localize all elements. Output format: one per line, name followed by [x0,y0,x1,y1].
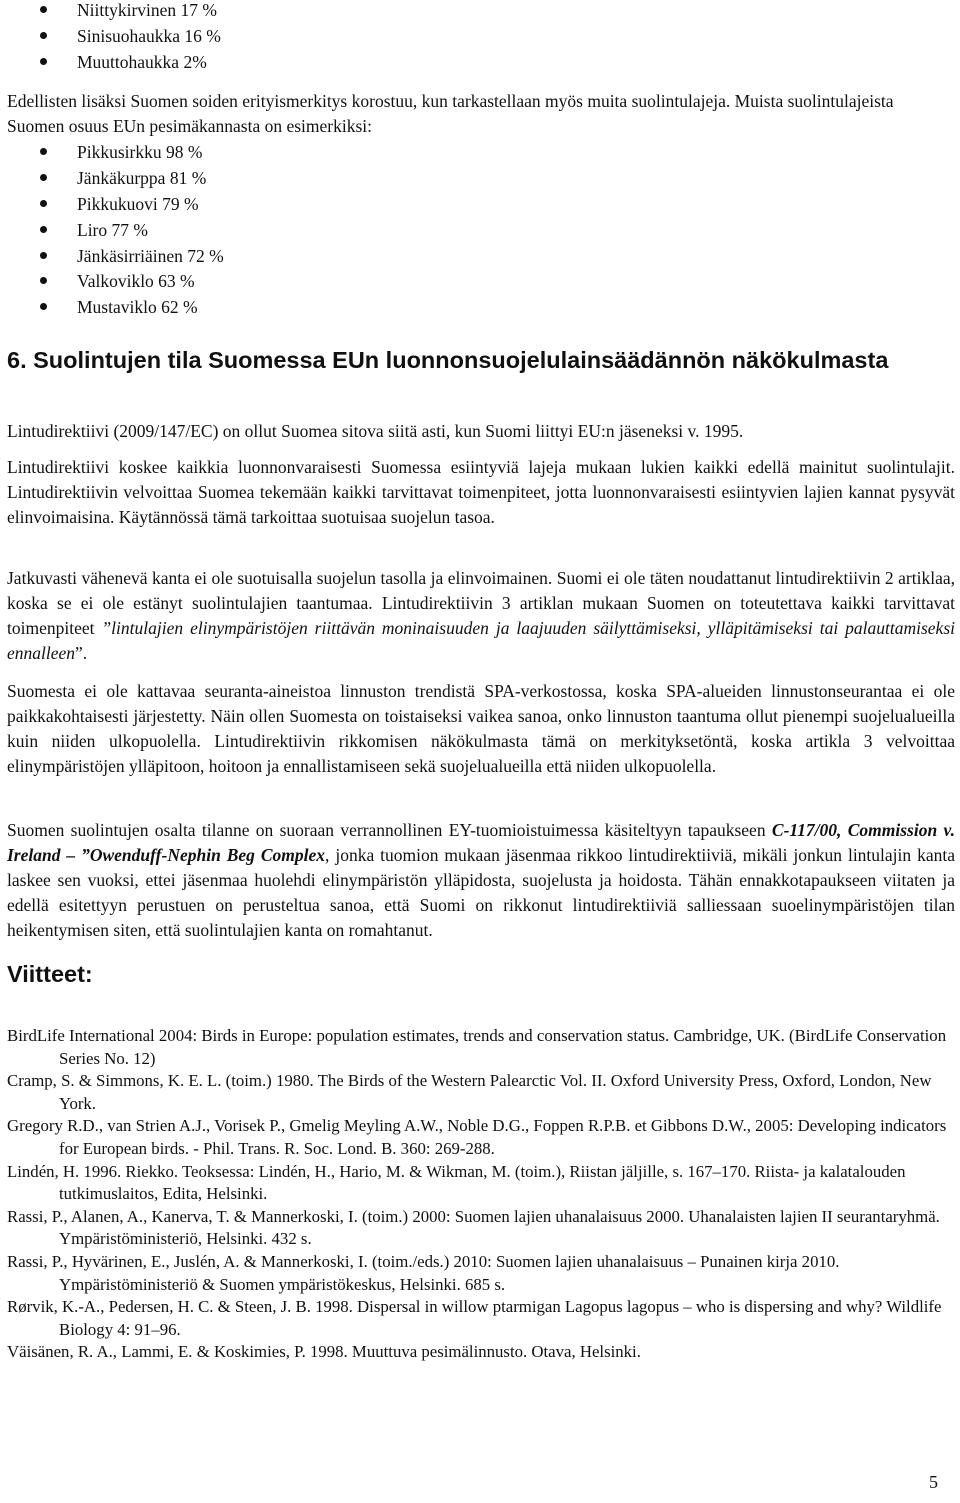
list-item-text: Pikkukuovi 79 % [77,193,199,214]
list-item [0,166,224,192]
page-number: 5 [929,1472,938,1492]
list-item [0,295,224,321]
bullet-icon [40,200,47,207]
paragraph-5 [7,818,955,943]
bullet-icon [40,32,47,39]
directive-quote: ”lintulajien elinympäristöjen riittävän moninaisuuden ja laajuuden säilyttämiseksi, ylläpitämiseksi tai palauttamiseksi ennalleen [7,618,955,663]
court-case-reference: C-117/00, Commission v. Ireland – ”Owenduff-Nephin Beg Complex [7,820,955,865]
bullet-icon [40,58,47,65]
paragraph-3 [7,566,955,666]
list-item-text: Mustaviklo 62 % [77,297,198,318]
paragraph-4: Suomesta ei ole kattavaa seuranta-aineistoa linnuston trendistä SPA-verkostossa, koska SPA-alueiden linnustonseurantaa ei ole paikkakohtaisesti järjestetty. Näin ollen Suomesta on toistaiseksi vaikea sanoa, onko linnuston taantuma ollut pienempi suojelualueilla kuin niiden ulkopuolella. Lintudirektiivin rikkomisen näkökulmasta tämä on merkityksetöntä, koska artikla 3 velvoittaa elinympäristöjen ylläpitoon, hoitoon ja ennallistamiseen sekä suojelualueilla että niiden ulkopuolella. [7,681,955,776]
paragraph-5-text-b: , jonka tuomion mukaan jäsenmaa rikkoo lintudirektiiviä, mikäli jonkun lintulajin kanta laskee sen vuoksi, ettei jäsenmaa huolehdi elinympäristön ylläpidosta, suojelusta ja hoidosta. Tähän ennakkotapaukseen viitaten ja edellä esitettyyn perustuen on perusteltua sanoa, että Suomi on rikkonut lintudirektiiviä salliessaan suoelinympäristöjen tilan heikentymisen siten, että suolintulajien kanta on romahtanut. [7,845,955,940]
references-heading: Viitteet: [7,961,93,987]
list-item-text: Jänkäsirriäinen 72 % [77,245,224,266]
paragraph-3-text: Jatkuvasti vähenevä kanta ei ole suotuisalla suojelun tasolla ja elinvoimainen. Suomi ei ole täten noudattanut lintudirektiivin 2 artiklaa, koska se ei ole estänyt suolintulajien taantumaa. Lintudirektiivin 3 artiklan mukaan Suomen on toteutettava kaikki tarvittavat toimenpiteet [7,568,955,638]
reference-item: Lindén, H. 1996. Riekko. Teoksessa: Lindén, H., Hario, M. & Wikman, M. (toim.), Riistan jäljille, s. 167–170. Riista- ja kalatalouden tutkimuslaitos, Edita, Helsinki. [7,1161,906,1204]
bullet-icon [40,174,47,181]
list-item [0,218,224,244]
list-item-text: Jänkäkurppa 81 % [77,167,207,188]
list-item-text: Valkoviklo 63 % [77,271,195,292]
bullet-icon [40,6,47,13]
list-item-text: Pikkusirkku 98 % [77,142,203,162]
paragraph-2: Lintudirektiivi koskee kaikkia luonnonvaraisesti Suomessa esiintyviä lajeja mukaan lukien kaikki edellä mainitut suolintulajit. Lintudirektiivin velvoittaa Suomea tekemään kaikki tarvittavat toimenpiteet, jotta luonnonvaraisesti esiintyvien lajien kannat pysyvät elinvoimaisina. Käytännössä tämä tarkoittaa suotuisaa suojelun tasoa. [7,457,955,527]
reference-item: Rørvik, K.-A., Pedersen, H. C. & Steen, J. B. 1998. Dispersal in willow ptarmigan Lagopus lagopus – who is dispersing and why? Wildlife Biology 4: 91–96. [7,1297,942,1339]
reference-item: Rassi, P., Alanen, A., Kanerva, T. & Mannerkoski, I. (toim.) 2000: Suomen lajien uhanalaisuus 2000. Uhanalaisten lajien II seurantaryhmä. Ympäristöministeriö, Helsinki. 432 s. [7,1206,940,1249]
list-item [0,0,221,24]
references-list [7,1025,957,1364]
list-item [0,140,224,166]
bullet-icon [40,277,47,284]
list-item [0,269,224,295]
paragraph-3-end: ”. [75,643,88,663]
intro-paragraph: Edellisten lisäksi Suomen soiden erityismerkitys korostuu, kun tarkastellaan myös muita suolintulajeja. Muista suolintulajeista Suomen osuus EUn pesimäkannasta on esimerkiksi: [7,91,894,136]
list-item [0,192,224,218]
list-item [0,50,221,76]
paragraph-5-text-a: Suomen suolintujen osalta tilanne on suoraan verrannollinen EY-tuomioistuimessa käsiteltyyn tapaukseen [7,820,772,840]
species-list-1 [0,0,221,76]
list-item [0,24,221,50]
bullet-icon [40,303,47,310]
reference-item: Gregory R.D., van Strien A.J., Vorisek P., Gmelig Meyling A.W., Noble D.G., Foppen R.P.B. et Gibbons D.W., 2005: Developing indicators for European birds. - Phil. Trans. R. Soc. Lond. B. 360: 269-288. [7,1116,947,1158]
reference-item: Cramp, S. & Simmons, K. E. L. (toim.) 1980. The Birds of the Western Palearctic Vol. II. Oxford University Press, Oxford, London, New York. [7,1071,932,1113]
section-heading: 6. Suolintujen tila Suomessa EUn luonnonsuojelulainsäädännön näkökulmasta [7,347,889,373]
list-item-text: Liro 77 % [77,219,148,240]
reference-item: Rassi, P., Hyvärinen, E., Juslén, A. & Mannerkoski, I. (toim./eds.) 2010: Suomen lajien uhanalaisuus – Punainen kirja 2010. Ympäristöministeriö & Suomen ympäristökeskus, Helsinki. 685 s. [7,1251,840,1294]
list-item-text: Muuttohaukka 2% [77,51,207,72]
species-list-2 [0,140,224,321]
list-item [0,244,224,270]
list-item-text: Sinisuohaukka 16 % [77,25,221,46]
list-item-text: Niittykirvinen 17 % [77,0,217,20]
reference-item: Väisänen, R. A., Lammi, E. & Koskimies, P. 1998. Muuttuva pesimälinnusto. Otava, Helsinki. [7,1342,641,1362]
bullet-icon [40,148,47,155]
bullet-icon [40,226,47,233]
paragraph-1: Lintudirektiivi (2009/147/EC) on ollut Suomea sitova siitä asti, kun Suomi liittyi EU:n jäseneksi v. 1995. [7,421,744,441]
reference-item: BirdLife International 2004: Birds in Europe: population estimates, trends and conservation status. Cambridge, UK. (BirdLife Conservation Series No. 12) [7,1026,947,1068]
bullet-icon [40,252,47,259]
